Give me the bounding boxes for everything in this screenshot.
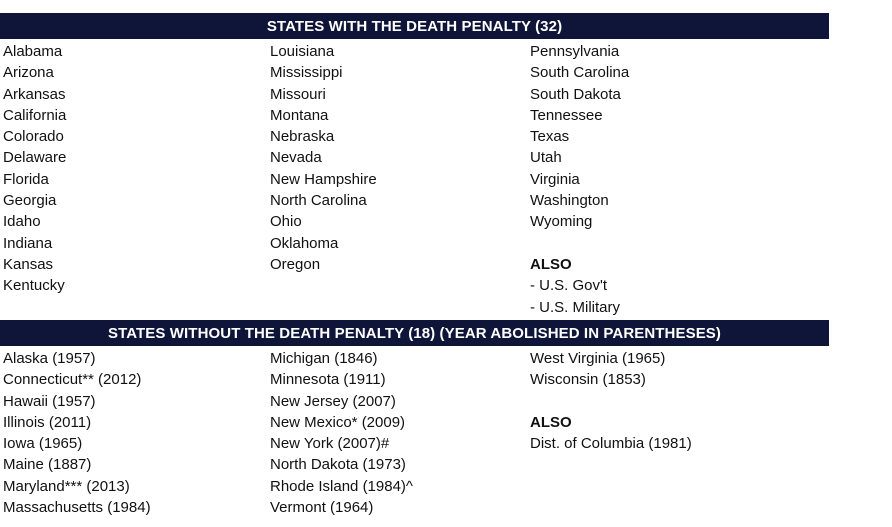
state-item: Delaware [3,149,67,167]
state-item: Nebraska [270,128,335,146]
also-item: - U.S. Gov't [530,277,608,295]
state-item: Alabama [3,43,63,60]
state-item: Ohio [270,213,302,231]
state-item: Alaska (1957) [3,350,96,367]
state-item: Minnesota (1911) [270,371,386,389]
state-item: Pennsylvania [530,43,620,60]
state-item: Colorado [3,128,64,146]
state-item: Michigan (1846) [270,350,378,367]
state-item: California [3,106,67,124]
state-item: Oregon [270,255,321,273]
state-item: Rhode Island (1984)^ [270,477,413,495]
without-death-penalty-title: STATES WITHOUT THE DEATH PENALTY (18) (YEAR ABOLISHED IN PARENTHESES) [107,324,722,342]
state-item: New York (2007)# [270,435,390,453]
state-item: Kansas [3,255,54,273]
state-item: Georgia [3,192,57,210]
state-item: Wyoming [530,213,593,231]
state-item: New Jersey (2007) [270,392,396,410]
without-death-penalty-column-2 [270,348,413,518]
state-item: Washington [530,192,609,210]
state-item: Oklahoma [270,234,339,252]
also-item: - U.S. Military [530,298,620,316]
state-item: Missouri [270,85,326,103]
state-item: Mississippi [270,64,343,82]
also-item: Dist. of Columbia (1981) [530,435,692,453]
without-death-penalty-column-1 [3,348,151,518]
state-item: Montana [270,106,329,124]
state-item: Maryland*** (2013) [3,477,130,495]
state-item: Indiana [3,234,53,252]
state-item: Utah [530,149,562,167]
state-item: Virginia [530,170,580,188]
state-item: New Hampshire [270,170,377,188]
state-item: North Carolina [270,192,367,210]
without-death-penalty-column-3 [530,348,692,454]
state-item: Louisiana [270,43,335,60]
state-item: North Dakota (1973) [270,456,406,474]
also-heading: ALSO [530,413,572,431]
state-item: New Mexico* (2009) [270,413,406,431]
with-death-penalty-column-2 [270,41,377,275]
state-item: Texas [530,128,570,146]
state-item: Florida [3,170,49,188]
state-item: Idaho [3,213,41,231]
state-item: Arizona [3,64,54,82]
spacer [530,391,692,412]
state-item: Tennessee [530,106,603,124]
state-item: Hawaii (1957) [3,392,96,410]
state-item: Wisconsin (1853) [530,371,646,389]
with-death-penalty-title: STATES WITH THE DEATH PENALTY (32) [266,17,563,35]
with-death-penalty-column-3 [530,41,629,318]
state-item: Illinois (2011) [3,413,92,431]
state-item: Connecticut** (2012) [3,371,142,389]
state-item: Arkansas [3,85,66,103]
state-item: South Carolina [530,64,630,82]
state-item: Vermont (1964) [270,499,374,517]
state-item: West Virginia (1965) [530,350,666,367]
state-item: Maine (1887) [3,456,92,474]
state-item: Kentucky [3,277,65,295]
state-item: Massachusetts (1984) [3,499,151,517]
with-death-penalty-header [0,13,829,39]
state-item: Nevada [270,149,322,167]
with-death-penalty-column-1 [3,41,66,297]
spacer [530,233,629,254]
state-item: Iowa (1965) [3,435,83,453]
also-heading: ALSO [530,255,572,273]
without-death-penalty-header [0,320,829,346]
state-item: South Dakota [530,85,621,103]
